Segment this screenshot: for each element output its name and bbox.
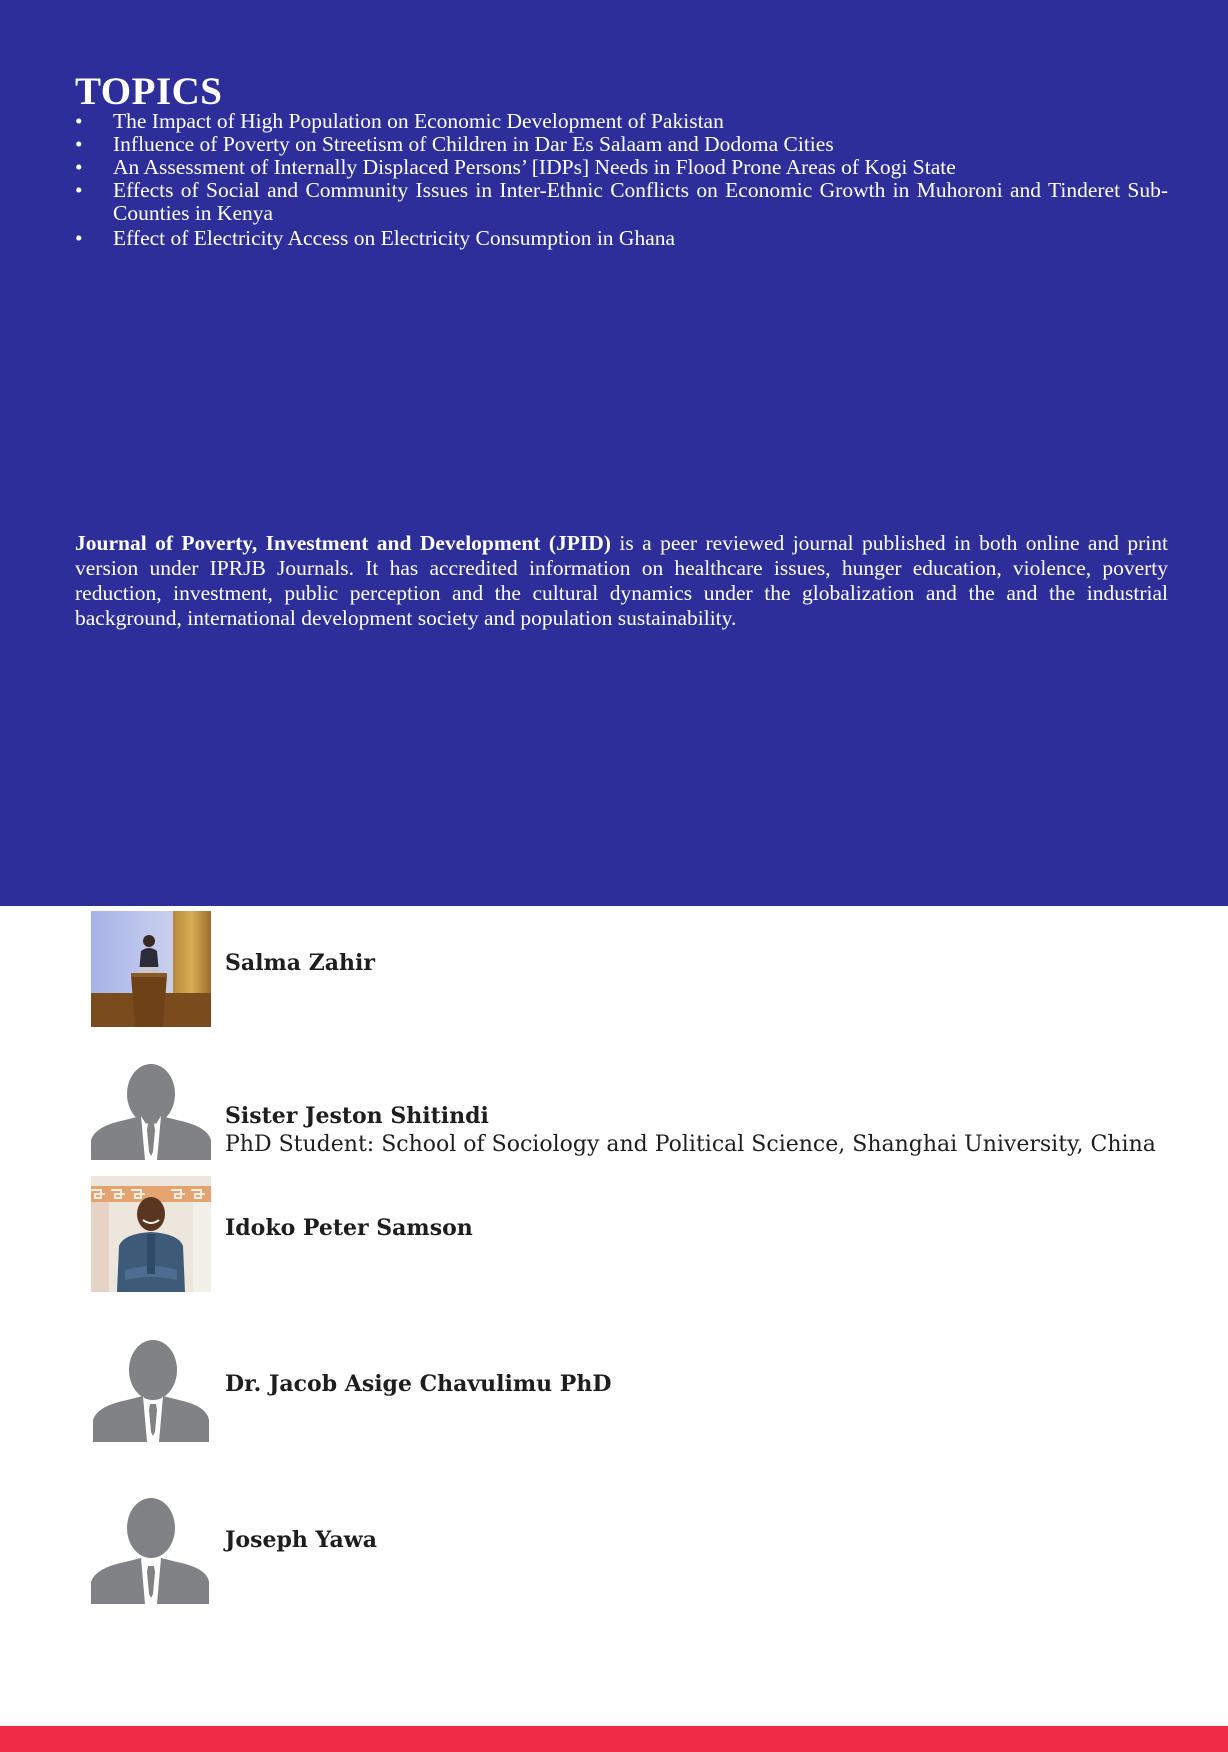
topic-item: [75, 133, 1168, 156]
author-text: [225, 1526, 377, 1554]
journal-name: Journal of Poverty, Investment and Development (JPID): [75, 531, 611, 555]
topic-item: [75, 110, 1168, 133]
journal-description: [75, 531, 1168, 631]
author-card: [91, 1176, 1191, 1292]
author-text: [225, 1370, 611, 1398]
topic-text: An Assessment of Internally Displaced Persons’ [IDPs] Needs in Flood Prone Areas of Kogi State: [113, 155, 956, 179]
author-name: Dr. Jacob Asige Chavulimu PhD: [225, 1371, 612, 1397]
author-name: Sister Jeston Shitindi: [225, 1103, 489, 1129]
speaker-photo: [91, 911, 211, 1027]
topic-item: [75, 156, 1168, 179]
author-name: Joseph Yawa: [225, 1527, 377, 1553]
bullet-icon: •: [75, 178, 83, 202]
topics-list: [75, 110, 1168, 250]
bullet-icon: •: [75, 155, 83, 179]
author-affiliation: PhD Student: School of Sociology and Political Science, Shanghai University, China: [225, 1132, 1156, 1157]
topic-item: [75, 227, 1168, 250]
avatar-placeholder-icon: [91, 1056, 211, 1172]
topic-text: Influence of Poverty on Streetism of Children in Dar Es Salaam and Dodoma Cities: [113, 132, 834, 156]
author-name: Salma Zahir: [225, 950, 375, 976]
bottom-accent-bar: [0, 1726, 1228, 1752]
bullet-icon: •: [75, 226, 83, 250]
journal-description-text: is a peer reviewed journal published in both online and print version under IPRJB Journals. It has accredited information on healthcare issues, hunger education, violence, poverty reduction, investment, public perception and the cultural dynamics under the globalization and the and the industrial background, international development society and population sustainability.: [75, 531, 1168, 630]
author-text: [225, 949, 375, 977]
bullet-icon: •: [75, 109, 83, 133]
author-text: [225, 1214, 473, 1242]
topic-text: The Impact of High Population on Economic Development of Pakistan: [113, 109, 724, 133]
author-card: [91, 1056, 1191, 1172]
author-name: Idoko Peter Samson: [225, 1215, 473, 1241]
topic-item: [75, 179, 1168, 225]
avatar-placeholder-icon: [91, 1332, 211, 1448]
author-text: [225, 1102, 1156, 1160]
author-card: [91, 1492, 1191, 1608]
portrait-photo: [91, 1176, 211, 1292]
topics-heading: TOPICS: [75, 70, 223, 113]
author-card: [91, 1332, 1191, 1448]
topic-text: Effects of Social and Community Issues in Inter-Ethnic Conflicts on Economic Growth in Muhoroni and Tinderet Sub-Counties in Kenya: [113, 178, 1168, 225]
author-card: [91, 911, 1191, 1027]
bullet-icon: •: [75, 132, 83, 156]
topic-text: Effect of Electricity Access on Electricity Consumption in Ghana: [113, 226, 676, 250]
avatar-placeholder-icon: [91, 1492, 211, 1608]
